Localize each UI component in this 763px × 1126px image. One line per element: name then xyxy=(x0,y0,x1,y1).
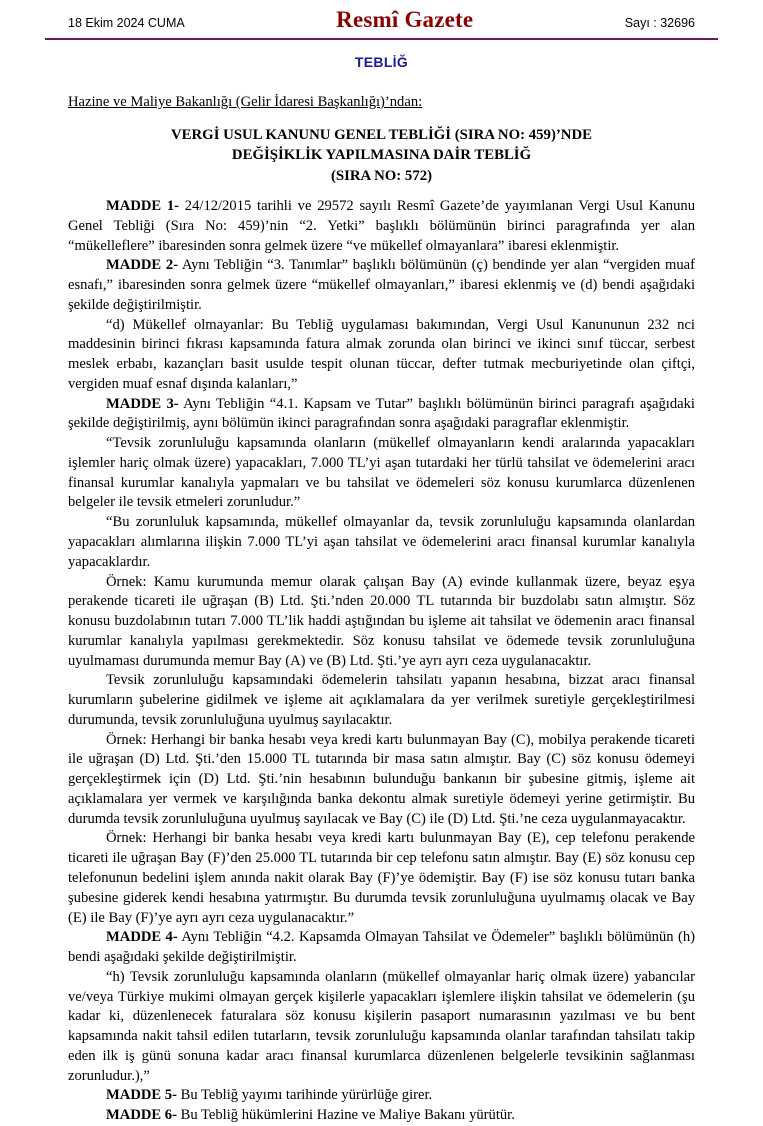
document-title-line-2: DEĞİŞİKLİK YAPILMASINA DAİR TEBLİĞ xyxy=(231,147,532,164)
paragraph-text: Aynı Tebliğin “4.2. Kapsamda Olmayan Tahsilat ve Ödemeler” başlıklı bölümünün (h) bendi aşağıdaki şekilde değiştirilmiştir. xyxy=(68,929,696,966)
article-label: MADDE 6- xyxy=(106,1107,177,1124)
gazette-title: Resmî Gazete xyxy=(336,7,474,32)
issue-number: Sayı : 32696 xyxy=(624,16,695,30)
article-paragraph xyxy=(68,928,695,968)
paragraph-text: “Tevsik zorunluluğu kapsamında olanların (mükellef olmayanların kendi aralarında yapacakları işlemler hariç olmak üzere) yapacakları, 7.000 TL’yi aşan tutardaki her türlü tahsilat ve ödemelerini aracı finansal kurumlar kanalıyla yapmaları ve bu tahsilat ve ödemeleri söz konusu kurumlarca düzenlenen belgeler ile tevsik etmeleri zorunludur.” xyxy=(68,435,695,511)
paragraph-text: Aynı Tebliğin “3. Tanımlar” başlıklı bölümünün (ç) bendinde yer alan “vergiden muaf esnafı,” ibaresinden sonra gelmek üzere “mükellef olmayanları,” ibaresi eklenmiş ve (d) bendi aşağıdaki şekilde değiştirilmiştir. xyxy=(68,257,695,313)
paragraph-text: Örnek: Herhangi bir banka hesabı veya kredi kartı bulunmayan Bay (E), cep telefonu perakende ticareti ile uğraşan Bay (F)’den 25.000 TL tutarında bir cep telefonu satın almıştır. Bay (E) söz konusu cep telefonunun bedelini işlem anında nakit olarak Bay (F)’ye ödemiştir. Bay (F) ise söz konusu tutarı banka şubesine giderek kendi hesabına yatırmıştır. Bu durumda tevsik zorunluluğuna uyulmamış olacak ve Bay (E) ile Bay (F)’ye ayrı ayrı ceza uygulanacaktır.” xyxy=(68,830,695,926)
masthead xyxy=(22,0,741,37)
body-paragraph xyxy=(68,968,695,1087)
article-paragraph xyxy=(68,1106,695,1126)
article-paragraph xyxy=(68,197,695,256)
document-content xyxy=(68,93,695,1126)
paragraph-text: “h) Tevsik zorunluluğu kapsamında olanların (mükellef olmayanlar hariç olmak üzere) yabancılar ve/veya Türkiye mukimi olmayan gerçek kişilerle yapacakları işlemlere ilişkin tahsilat ve ödemelerin (şu kadar ki, düzenlenecek faturalara söz konusu kişilerin pasaport numarasının yazılması ve bu bent kapsamında nakit tahsil edilen tutarların, tevsik zorunluluğu kapsamında olanlar tarafından tahsilatı takip eden ilk iş günü sonuna kadar aracı finansal kurumlarca düzenlenen belgelerle tevsikinin sağlanması zorunludur.),” xyxy=(68,968,695,1084)
masthead-divider xyxy=(45,38,718,40)
body-paragraph xyxy=(68,731,695,830)
section-heading: TEBLİĞ xyxy=(354,54,409,70)
body-paragraph xyxy=(68,513,695,572)
article-paragraph xyxy=(68,395,695,435)
paragraph-text: Bu Tebliğ yayımı tarihinde yürürlüğe girer. xyxy=(176,1087,433,1104)
issuing-authority: Hazine ve Maliye Bakanlığı (Gelir İdaresi Başkanlığı)’ndan: xyxy=(68,94,423,110)
body-paragraph xyxy=(68,316,695,395)
paragraph-text: “Bu zorunluluk kapsamında, mükellef olmayanlar da, tevsik zorunluluğu kapsamında olanlardan yapacakları alımlarına ilişkin 7.000 TL’yi aşan tahsilat ve ödemelerini aracı finansal kurumlar kanalıyla yapacaklardır. xyxy=(68,514,695,570)
document-title xyxy=(68,125,695,186)
body-paragraph xyxy=(68,573,695,672)
paragraph-text: 24/12/2015 tarihli ve 29572 sayılı Resmî Gazete’de yayımlanan Vergi Usul Kanunu Genel Tebliği (Sıra No: 459)’nin “2. Yetki” başlıklı bölümünün birinci paragrafında yer alan “mükelleflere” ibaresinden sonra gelmek üzere “ve mükellef olmayanlara” ibaresi eklenmiştir. xyxy=(68,197,695,254)
article-label: MADDE 3- xyxy=(106,395,179,412)
body-paragraph xyxy=(68,434,695,513)
body-paragraph xyxy=(68,829,695,928)
paragraph-text: Aynı Tebliğin “4.1. Kapsam ve Tutar” başlıklı bölümünün birinci paragrafı aşağıdaki şekilde değiştirilmiş, aynı bölümün ikinci paragrafından sonra aşağıdaki paragraflar eklenmiştir. xyxy=(68,395,695,432)
document-title-line-1: VERGİ USUL KANUNU GENEL TEBLİĞİ (SIRA NO: 459)’NDE xyxy=(170,126,593,143)
paragraph-text: Örnek: Herhangi bir banka hesabı veya kredi kartı bulunmayan Bay (C), mobilya perakende ticareti ile uğraşan (D) Ltd. Şti.’den 15.000 TL tutarında bir masa satın almıştır. Bay (C) söz konusu ödemeyi gerçekleştirmek için (D) Ltd. Şti.’nin hesabının bulunduğu bankanın bir şubesine gitmiş, işleme ait açıklamalara yer vermek ve karşılığında banka dekontu almak suretiyle ödemeyi yerine getirmiştir. Bu durumda tevsik zorunluluğuna uyulmuş sayılacak ve Bay (C) ile (D) Ltd. Şti.’ne ceza uygulanmayacaktır. xyxy=(68,731,695,827)
paragraph-text: Bu Tebliğ hükümlerini Hazine ve Maliye Bakanı yürütür. xyxy=(176,1107,515,1124)
body-paragraphs xyxy=(68,197,695,1126)
paragraph-text: Örnek: Kamu kurumunda memur olarak çalışan Bay (A) evinde kullanmak üzere, beyaz eşya perakende ticareti ile uğraşan (B) Ltd. Şti.’nden 20.000 TL tutarında bir buzdolabı satın almıştır. Söz konusu buzdolabının tutarı 7.000 TL’lik haddi aştığından bu işleme ait tahsilat ve ödemenin aracı finansal kurumlar kanalıyla yapılması gerekmektedir. Söz konusu tahsilat ve ödemede tevsik zorunluluğuna uyulmaması durumunda memur Bay (A) ve (B) Ltd. Şti.’ye ayrı ayrı ceza uygulanacaktır. xyxy=(68,573,695,669)
paragraph-text: Tevsik zorunluluğu kapsamındaki ödemelerin tahsilatı yapanın hesabına, bizzat aracı finansal kurumların şubelerine gidilmek ve işleme ait açıklamalara da yer verilmek suretiyle gerçekleştirilmesi durumunda, tevsik zorunluluğuna uyulmuş sayılacaktır. xyxy=(68,672,695,728)
body-paragraph xyxy=(68,671,695,730)
document-title-line-3: (SIRA NO: 572) xyxy=(330,167,433,184)
article-label: MADDE 1- xyxy=(106,197,180,214)
article-paragraph xyxy=(68,1086,695,1106)
paragraph-text: “d) Mükellef olmayanlar: Bu Tebliğ uygulaması bakımından, Vergi Usul Kanununun 232 nci maddesinin birinci fıkrası kapsamında fatura almak zorunda olan birinci ve ikinci sınıf tüccar, serbest meslek erbabı, kazançları basit usulde tespit olunan tüccar, defter tutmak mecburiyetinde olan çiftçi, vergiden muaf esnaf dışında kalanları,” xyxy=(68,316,695,392)
article-paragraph xyxy=(68,256,695,315)
article-label: MADDE 4- xyxy=(106,929,178,946)
article-label: MADDE 2- xyxy=(106,257,178,274)
publication-date: 18 Ekim 2024 CUMA xyxy=(68,16,185,30)
article-label: MADDE 5- xyxy=(106,1087,177,1104)
